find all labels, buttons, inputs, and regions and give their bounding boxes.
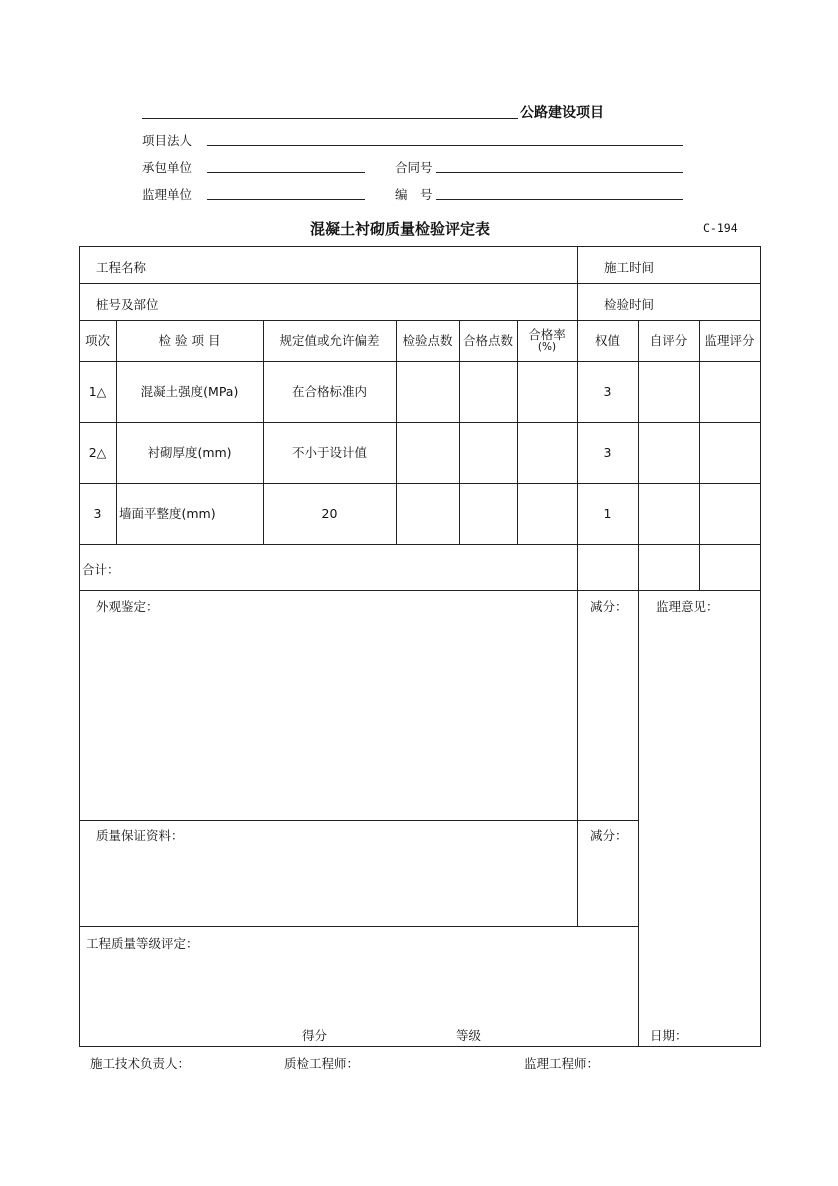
row-2-self-score[interactable]: [639, 423, 698, 482]
inspection-time-label: 检验时间: [604, 297, 655, 312]
row-3-no: 3: [93, 506, 102, 521]
row-1-points[interactable]: [397, 362, 458, 421]
deduction-label-1: 减分：: [590, 599, 628, 614]
col-supervisor-score: 监理评分: [704, 333, 755, 348]
col-inspect-item: 检 验 项 目: [158, 333, 221, 348]
col-weight: 权值: [594, 333, 620, 348]
legal-person-line[interactable]: [207, 145, 683, 146]
row-2-pass-points[interactable]: [460, 423, 516, 482]
row-2-weight: 3: [603, 445, 612, 460]
col-pass-points: 合格点数: [462, 333, 513, 348]
contract-no-line[interactable]: [436, 172, 683, 173]
row-3-spec: 20: [321, 506, 338, 521]
project-name-line[interactable]: [142, 118, 518, 119]
quality-docs-label: 质量保证资料：: [96, 828, 184, 843]
row-2-supervisor-score[interactable]: [700, 423, 759, 482]
row-3-pass-rate[interactable]: [518, 484, 576, 543]
grade-eval-label: 工程质量等级评定：: [86, 936, 199, 951]
row-2-points[interactable]: [397, 423, 458, 482]
supervisor-engineer-label: 监理工程师：: [524, 1056, 600, 1071]
row-1-spec: 在合格标准内: [291, 384, 367, 399]
col-item-no: 项次: [84, 333, 110, 348]
total-self-score[interactable]: [639, 545, 698, 589]
serial-no-label: 编 号: [395, 187, 433, 202]
row-3-item: 墙面平整度(mm): [119, 506, 216, 521]
supervisor-opinion-label: 监理意见：: [656, 599, 719, 614]
row-2-spec: 不小于设计值: [291, 445, 367, 460]
contract-no-label: 合同号: [395, 160, 433, 175]
row-3-weight: 1: [603, 506, 612, 521]
qc-engineer-label: 质检工程师：: [284, 1056, 360, 1071]
supervisor-opinion-area[interactable]: [642, 615, 756, 1015]
col-pass-rate-unit: (%): [537, 340, 557, 353]
form-code: C-194: [703, 221, 738, 235]
row-2-no: 2△: [88, 445, 107, 460]
row-1-no: 1△: [88, 384, 107, 399]
project-name-label: 工程名称: [96, 260, 147, 275]
score-label: 得分: [302, 1028, 328, 1043]
contractor-line[interactable]: [207, 172, 365, 173]
row-1-pass-rate[interactable]: [518, 362, 576, 421]
grade-label: 等级: [456, 1028, 482, 1043]
contractor-label: 承包单位: [142, 160, 193, 175]
col-pass-rate-label: 合格率: [528, 326, 566, 342]
supervisor-label: 监理单位: [142, 187, 193, 202]
quality-docs-area[interactable]: [84, 845, 572, 921]
row-3-supervisor-score[interactable]: [700, 484, 759, 543]
col-points: 检验点数: [402, 333, 453, 348]
form-title: 混凝土衬砌质量检验评定表: [310, 220, 491, 238]
row-1-pass-points[interactable]: [460, 362, 516, 421]
total-supervisor-score[interactable]: [700, 545, 759, 589]
row-3-pass-points[interactable]: [460, 484, 516, 543]
project-name-value[interactable]: [160, 250, 570, 280]
tech-lead-label: 施工技术负责人：: [90, 1056, 191, 1071]
row-2-item: 衬砌厚度(mm): [147, 445, 232, 460]
date-label: 日期：: [650, 1028, 688, 1043]
col-pass-rate: [517, 320, 577, 361]
total-label: 合计：: [82, 562, 120, 577]
row-2-pass-rate[interactable]: [518, 423, 576, 482]
serial-no-line[interactable]: [436, 199, 683, 200]
row-1-item: 混凝土强度(MPa): [140, 384, 239, 399]
row-1-supervisor-score[interactable]: [700, 362, 759, 421]
legal-person-label: 项目法人: [142, 133, 193, 148]
col-spec: 规定值或允许偏差: [279, 333, 380, 348]
appearance-label: 外观鉴定：: [96, 599, 159, 614]
station-value[interactable]: [170, 287, 570, 317]
appearance-text-area[interactable]: [84, 615, 572, 815]
project-suffix: 公路建设项目: [520, 105, 604, 121]
deduction-label-2: 减分：: [590, 828, 628, 843]
row-1-self-score[interactable]: [639, 362, 698, 421]
construction-time-label: 施工时间: [604, 260, 655, 275]
supervisor-line[interactable]: [207, 199, 365, 200]
row-3-points[interactable]: [397, 484, 458, 543]
station-label: 桩号及部位: [96, 297, 159, 312]
row-3-self-score[interactable]: [639, 484, 698, 543]
col-self-score: 自评分: [649, 333, 688, 348]
row-1-weight: 3: [603, 384, 612, 399]
